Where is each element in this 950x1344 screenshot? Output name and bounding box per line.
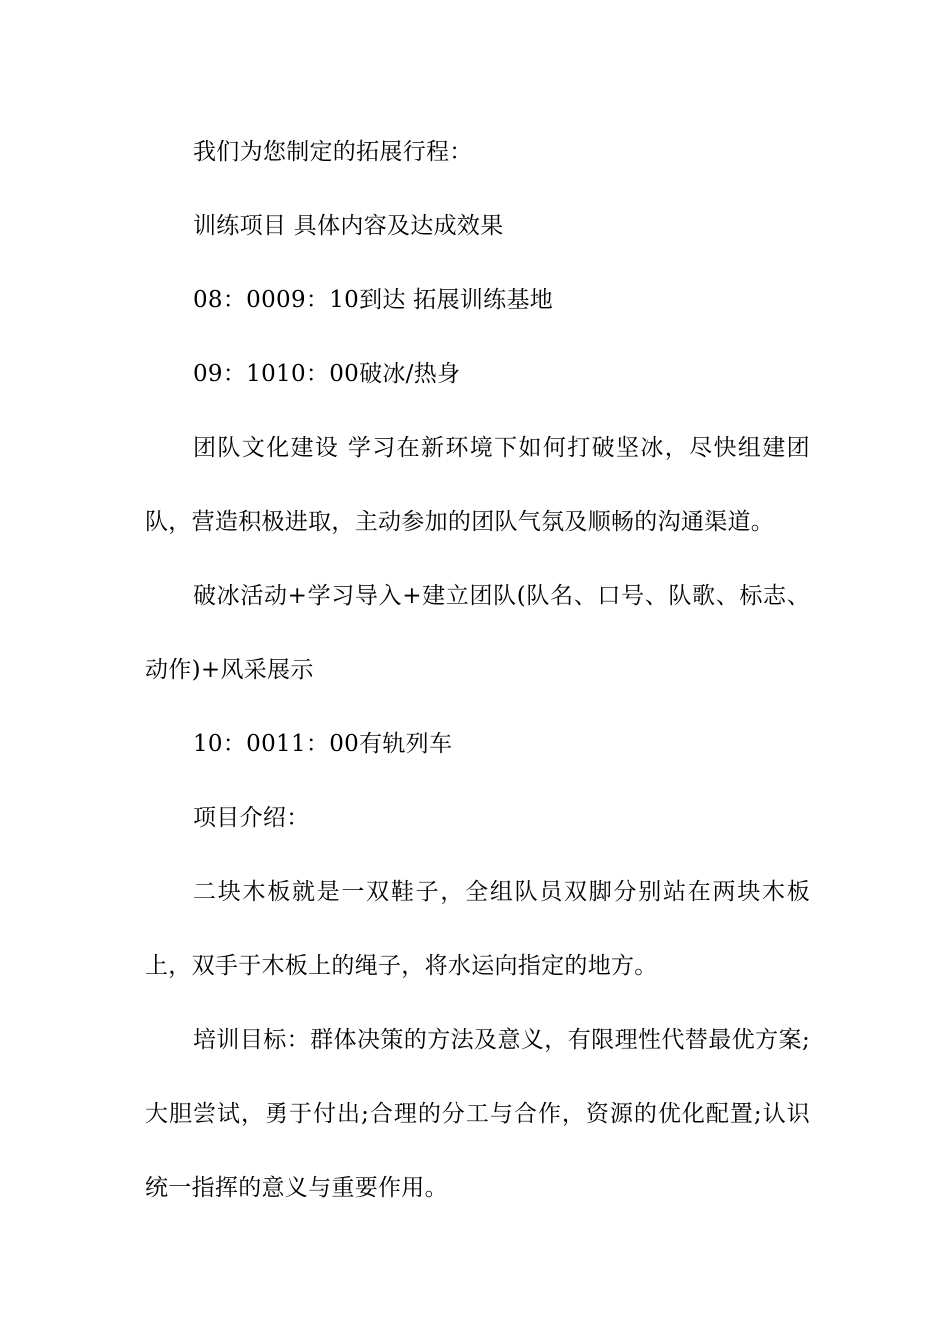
project-intro-heading: 项目介绍： [193, 805, 310, 831]
itinerary-intro: 我们为您制定的拓展行程： [193, 139, 473, 165]
project-description-paragraph: 二块木板就是一双鞋子，全组队员双脚分别站在两块木板上，双手于木板上的绳子，将水运向指定的地方。 [145, 879, 810, 979]
training-goals-paragraph: 培训目标：群体决策的方法及意义，有限理性代替最优方案;大胆尝试，勇于付出;合理的分工与合作，资源的优化配置;认识统一指挥的意义与重要作用。 [145, 1027, 810, 1201]
icebreaker-activities-paragraph: 破冰活动+学习导入+建立团队(队名、口号、队歌、标志、动作)+风采展示 [145, 583, 810, 683]
schedule-rail-train: 10：0011：00有轨列车 [193, 731, 453, 757]
schedule-icebreaker: 09：1010：00破冰/热身 [193, 361, 461, 387]
schedule-arrival: 08：0009：10到达 拓展训练基地 [193, 287, 554, 313]
team-culture-paragraph: 团队文化建设 学习在新环境下如何打破坚冰，尽快组建团队，营造积极进取，主动参加的团队气氛及顺畅的沟通渠道。 [145, 435, 810, 535]
training-items-heading: 训练项目 具体内容及达成效果 [193, 213, 504, 239]
